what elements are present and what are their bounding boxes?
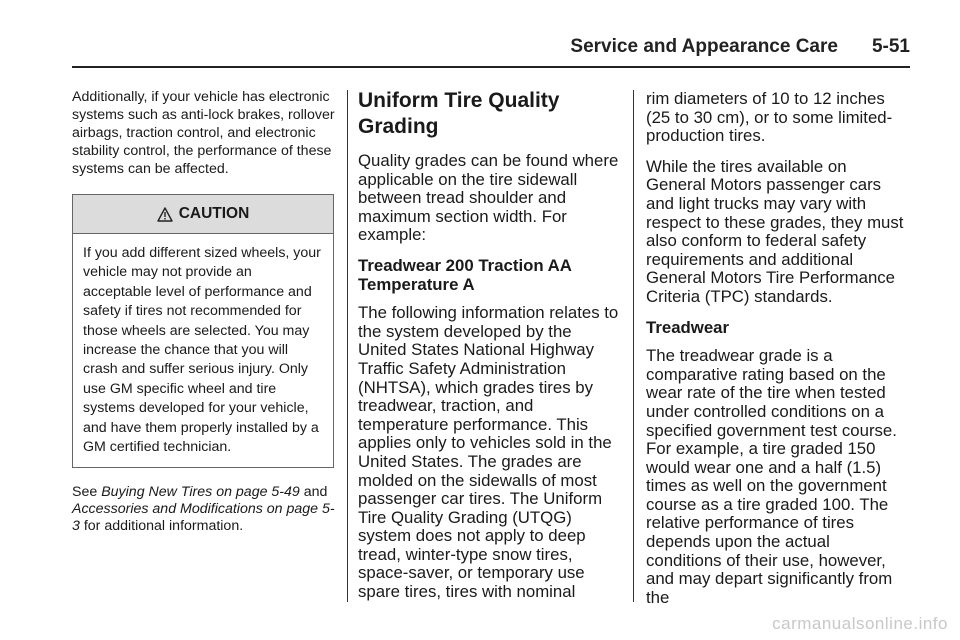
column-2 (358, 88, 620, 614)
page-header (530, 36, 910, 58)
header-rule (72, 66, 910, 68)
section-title: Service and Appearance Care (570, 36, 838, 57)
caution-box (72, 194, 334, 468)
column-divider-1 (347, 90, 348, 602)
nhtsa-paragraph: The following information relates to the system developed by the United States National Highway Traffic Safety Administration (NHTSA), which grades tires by treadwear, traction, and temperature performance. This applies only to vehicles sold in the United States. The grades are molded on the sidewalls of most passenger car tires. The Uniform Tire Quality Grading (UTQG) system does not apply to deep tread, winter-type snow tires, space-saver, or temporary use spare tires, tires with nominal (358, 303, 619, 602)
reference-paragraph (72, 484, 337, 535)
quality-grades-paragraph: Quality grades can be found where applicable on the tire sidewall between tread shoulder and maximum section width. For example: (358, 151, 619, 245)
column-3 (646, 90, 908, 619)
treadwear-paragraph: The treadwear grade is a comparative rating based on the wear rate of the tire when tested under controlled conditions on a specified government test course. For example, a tire graded 150 would wear one and a half (1.5) times as well on the government course as a tire graded 100. The relative performance of tires depends upon the actual conditions of their use, however, and may depart significantly from the (646, 346, 897, 607)
ref-see: See (72, 484, 98, 501)
ref-tail: for additional information. (83, 518, 244, 535)
warning-triangle-icon (157, 207, 173, 222)
watermark: carmanualsonline.info (772, 614, 948, 633)
rim-diameter-paragraph: rim diameters of 10 to 12 inches (25 to 30 cm), or to some limited-production tires. (646, 89, 893, 146)
column-divider-2 (633, 90, 634, 602)
column-1 (72, 88, 337, 535)
intro-paragraph: Additionally, if your vehicle has electronic systems such as anti-lock brakes, rollover airbags, traction control, and electronic stability control, the performance of these systems can be affected. (72, 89, 335, 177)
caution-title: CAUTION (178, 205, 250, 222)
section-heading: Uniform Tire Quality Grading (358, 89, 560, 138)
caution-header (73, 195, 333, 234)
treadwear-heading: Treadwear (646, 317, 730, 337)
ref-link-accessories[interactable]: Accessories and Modifications on page 5-3 (72, 501, 335, 535)
caution-body: If you add different sized wheels, your vehicle may not provide an acceptable level of performance and safety if tires not recommended for those wheels are selected. You may increase the chance that you will crash and suffer serious injury. Only use GM specific wheel and tire systems developed for your vehicle, and have them properly installed by a GM certified technician. (83, 245, 321, 456)
ref-and: and (303, 484, 328, 501)
page-number: 5-51 (871, 36, 910, 57)
ref-link-buying-new-tires[interactable]: Buying New Tires on page 5-49 (101, 484, 300, 501)
gm-standards-paragraph: While the tires available on General Motors passenger cars and light trucks may vary with respect to these grades, they must also conform to federal safety requirements and additional General Motors Tire Performance Criteria (TPC) standards. (646, 156, 904, 306)
example-grade: Treadwear 200 Traction AA Temperature A (358, 255, 572, 294)
